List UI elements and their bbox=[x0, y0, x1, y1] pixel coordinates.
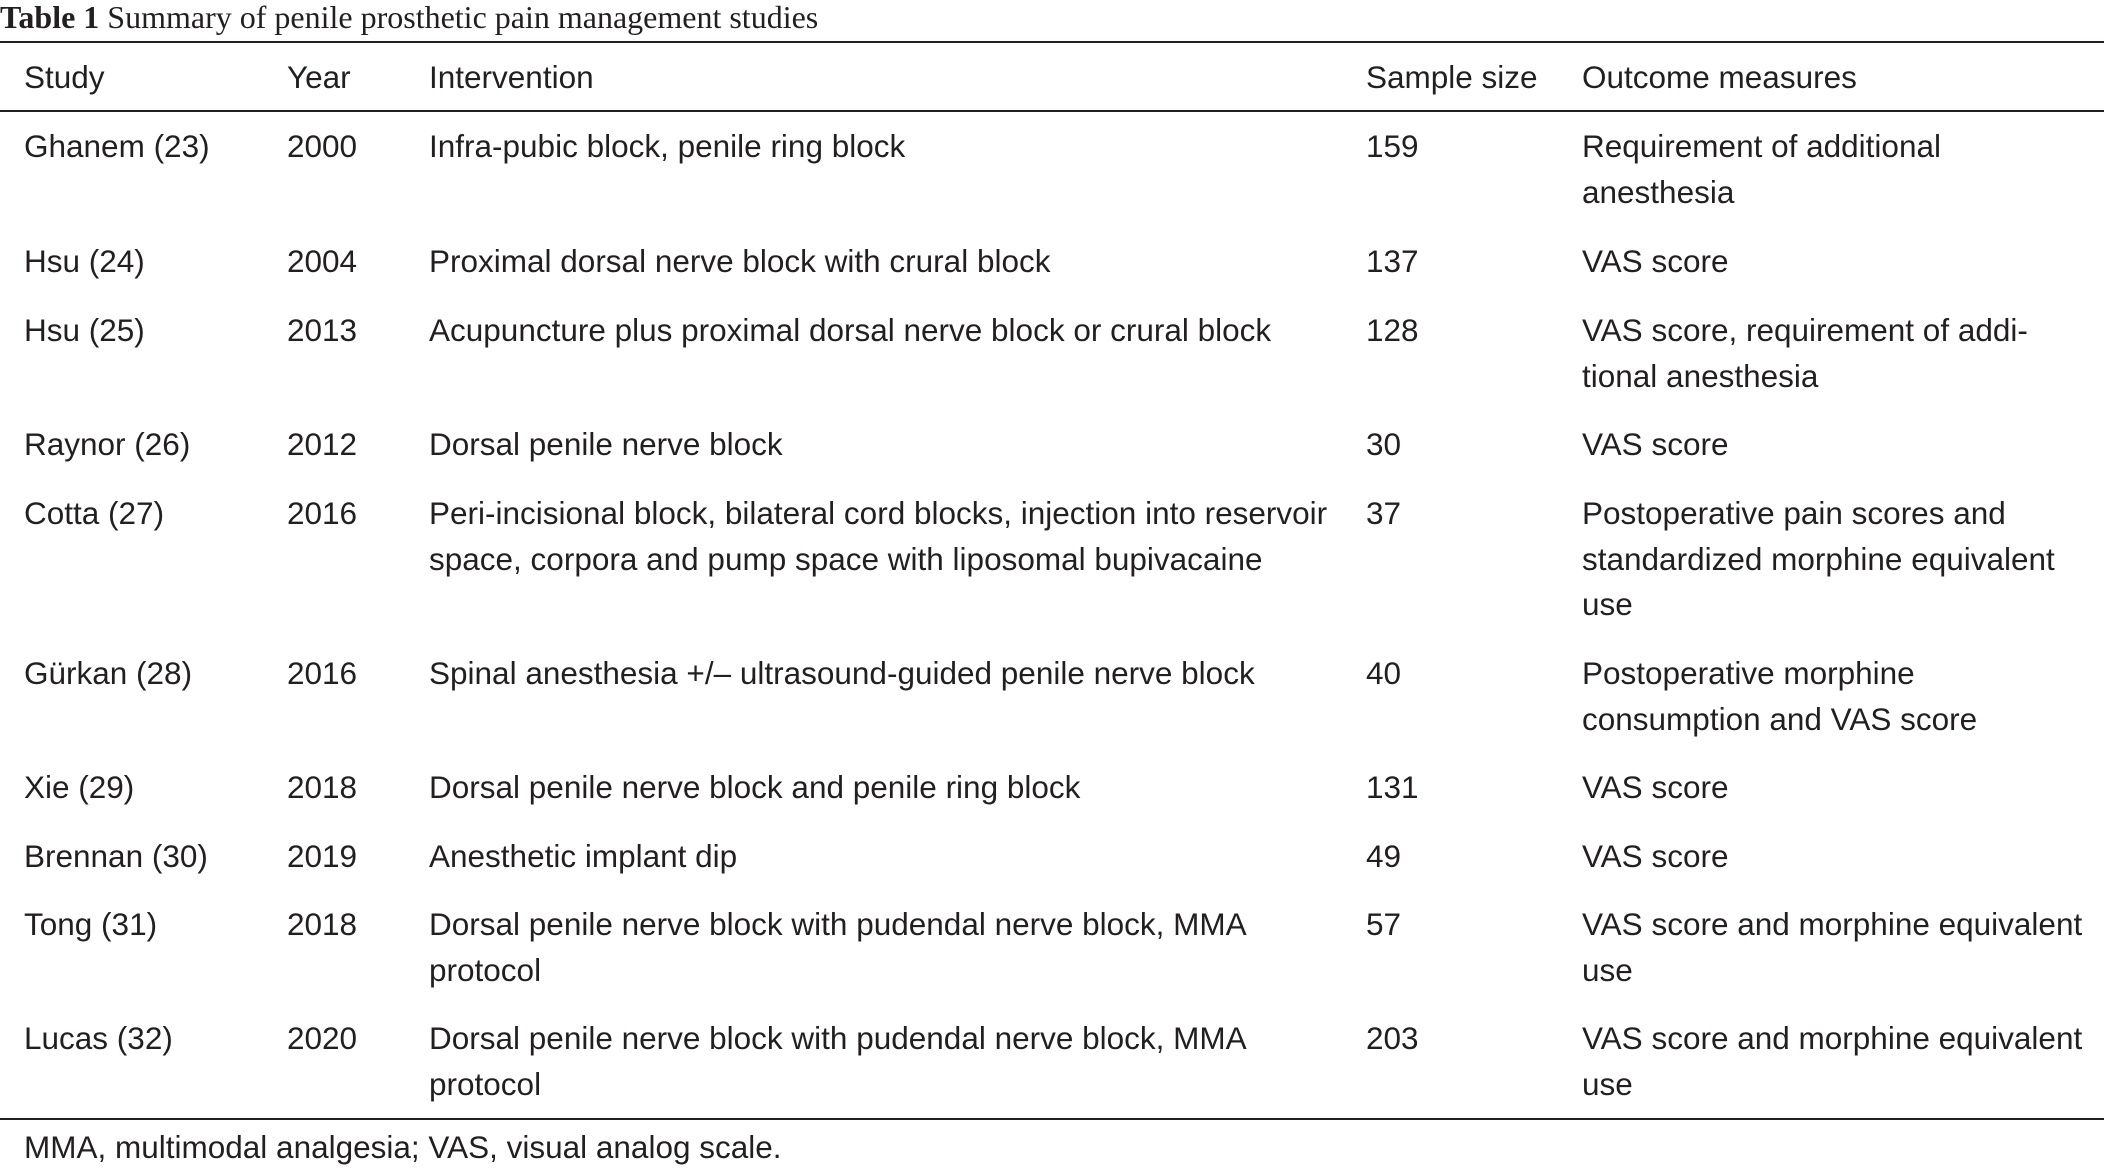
table-caption-title: Summary of penile prosthetic pain management studies bbox=[107, 0, 819, 35]
cell-sample-size: 37 bbox=[1366, 495, 1402, 531]
table-top-rule bbox=[0, 41, 2104, 43]
cell-study: Raynor (26) bbox=[24, 426, 191, 462]
cell-outcome-measures: VAS score, requirement of addi-tional anesthesia bbox=[1582, 312, 2028, 394]
header-outcome-measures: Outcome measures bbox=[1582, 59, 1857, 95]
header-sample-size: Sample size bbox=[1366, 59, 1538, 95]
cell-outcome-measures: VAS score bbox=[1582, 426, 1729, 462]
cell-intervention: Dorsal penile nerve block with pudendal nerve block, MMA protocol bbox=[429, 906, 1245, 988]
cell-sample-size: 57 bbox=[1366, 906, 1402, 942]
table-caption bbox=[0, 0, 818, 38]
header-year: Year bbox=[287, 59, 351, 95]
cell-study: Cotta (27) bbox=[24, 495, 165, 531]
cell-intervention: Dorsal penile nerve block bbox=[429, 426, 783, 462]
cell-intervention: Spinal anesthesia +/– ultrasound-guided penile nerve block bbox=[429, 655, 1255, 691]
cell-study: Tong (31) bbox=[24, 906, 158, 942]
cell-study: Gürkan (28) bbox=[24, 655, 193, 691]
cell-outcome-measures: VAS score and morphine equivalent use bbox=[1582, 906, 2083, 988]
header-intervention: Intervention bbox=[429, 59, 594, 95]
cell-year: 2016 bbox=[287, 495, 358, 531]
table-caption-label: Table 1 bbox=[0, 0, 100, 35]
cell-intervention: Anesthetic implant dip bbox=[429, 838, 738, 874]
cell-sample-size: 203 bbox=[1366, 1020, 1419, 1056]
cell-year: 2000 bbox=[287, 128, 358, 164]
cell-sample-size: 49 bbox=[1366, 838, 1402, 874]
table-header-rule bbox=[0, 110, 2104, 112]
cell-outcome-measures: Postoperative morphine consumption and VAS score bbox=[1582, 655, 1978, 737]
cell-sample-size: 159 bbox=[1366, 128, 1419, 164]
cell-study: Brennan (30) bbox=[24, 838, 208, 874]
cell-year: 2019 bbox=[287, 838, 358, 874]
cell-year: 2012 bbox=[287, 426, 358, 462]
cell-year: 2016 bbox=[287, 655, 358, 691]
cell-year: 2020 bbox=[287, 1020, 358, 1056]
cell-intervention: Infra-pubic block, penile ring block bbox=[429, 128, 906, 164]
cell-study: Ghanem (23) bbox=[24, 128, 210, 164]
cell-outcome-measures: VAS score and morphine equivalent use bbox=[1582, 1020, 2083, 1102]
table-bottom-rule bbox=[0, 1118, 2104, 1120]
cell-study: Hsu (25) bbox=[24, 312, 145, 348]
cell-outcome-measures: VAS score bbox=[1582, 838, 1729, 874]
cell-outcome-measures: VAS score bbox=[1582, 769, 1729, 805]
table-footnote: MMA, multimodal analgesia; VAS, visual analog scale. bbox=[24, 1129, 782, 1165]
cell-year: 2018 bbox=[287, 906, 358, 942]
cell-intervention: Dorsal penile nerve block with pudendal nerve block, MMA protocol bbox=[429, 1020, 1245, 1102]
cell-outcome-measures: Requirement of additional anesthesia bbox=[1582, 128, 1941, 210]
cell-year: 2013 bbox=[287, 312, 358, 348]
cell-outcome-measures: VAS score bbox=[1582, 243, 1729, 279]
cell-sample-size: 30 bbox=[1366, 426, 1402, 462]
cell-outcome-measures: Postoperative pain scores and standardized morphine equivalent use bbox=[1582, 495, 2055, 622]
cell-intervention: Peri-incisional block, bilateral cord blocks, injection into reservoir space, corpora and pump space with liposomal bupivacaine bbox=[429, 495, 1328, 577]
cell-study: Xie (29) bbox=[24, 769, 135, 805]
cell-intervention: Acupuncture plus proximal dorsal nerve block or crural block bbox=[429, 312, 1272, 348]
cell-sample-size: 128 bbox=[1366, 312, 1419, 348]
cell-sample-size: 40 bbox=[1366, 655, 1402, 691]
cell-study: Lucas (32) bbox=[24, 1020, 173, 1056]
cell-sample-size: 137 bbox=[1366, 243, 1419, 279]
header-study: Study bbox=[24, 59, 105, 95]
cell-intervention: Proximal dorsal nerve block with crural block bbox=[429, 243, 1051, 279]
table-header-row bbox=[0, 55, 2104, 100]
cell-year: 2004 bbox=[287, 243, 358, 279]
cell-intervention: Dorsal penile nerve block and penile ring block bbox=[429, 769, 1081, 805]
cell-sample-size: 131 bbox=[1366, 769, 1419, 805]
cell-year: 2018 bbox=[287, 769, 358, 805]
cell-study: Hsu (24) bbox=[24, 243, 145, 279]
